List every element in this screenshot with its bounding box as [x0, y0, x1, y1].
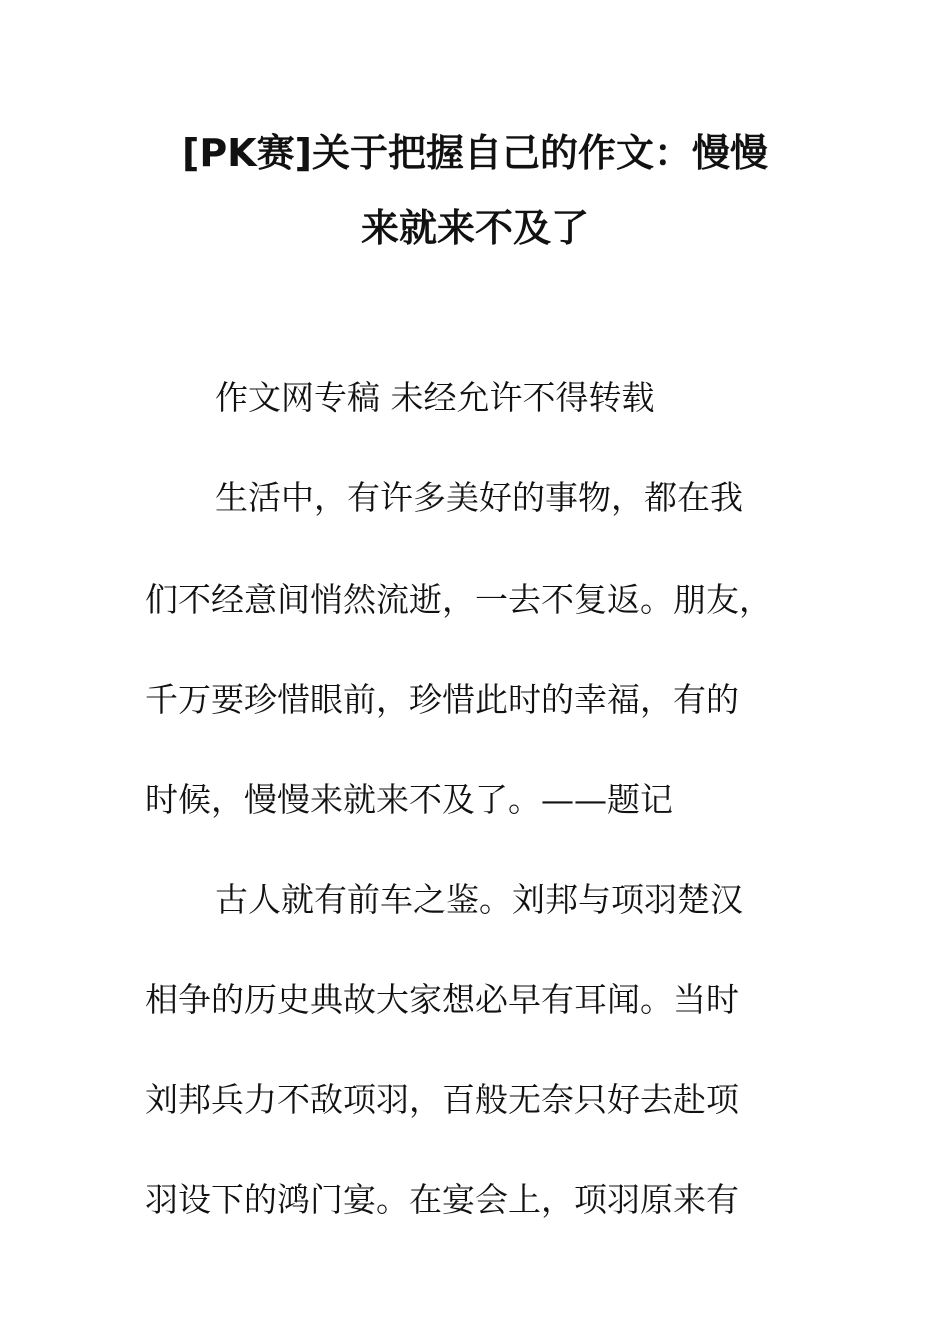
- paragraph-line: 们不经意间悄然流逝，一去不复返。朋友，: [145, 580, 772, 619]
- title-line-2: 来就来不及了: [360, 206, 589, 250]
- byline: 作文网专稿 未经允许不得转载: [215, 378, 655, 417]
- paragraph-line: 羽设下的鸿门宴。在宴会上，项羽原来有: [145, 1180, 739, 1219]
- paragraph-line: 千万要珍惜眼前，珍惜此时的幸福，有的: [145, 680, 739, 719]
- paragraph-line: 古人就有前车之鉴。刘邦与项羽楚汉: [215, 880, 743, 919]
- paragraph-line: 相争的历史典故大家想必早有耳闻。当时: [145, 980, 739, 1019]
- paragraph-line: 生活中，有许多美好的事物，都在我: [215, 478, 743, 517]
- paragraph-line: 刘邦兵力不敌项羽，百般无奈只好去赴项: [145, 1080, 739, 1119]
- paragraph-line: 时候，慢慢来就来不及了。——题记: [145, 780, 673, 819]
- title-line-1: [PK赛]关于把握自己的作文：慢慢: [181, 131, 769, 175]
